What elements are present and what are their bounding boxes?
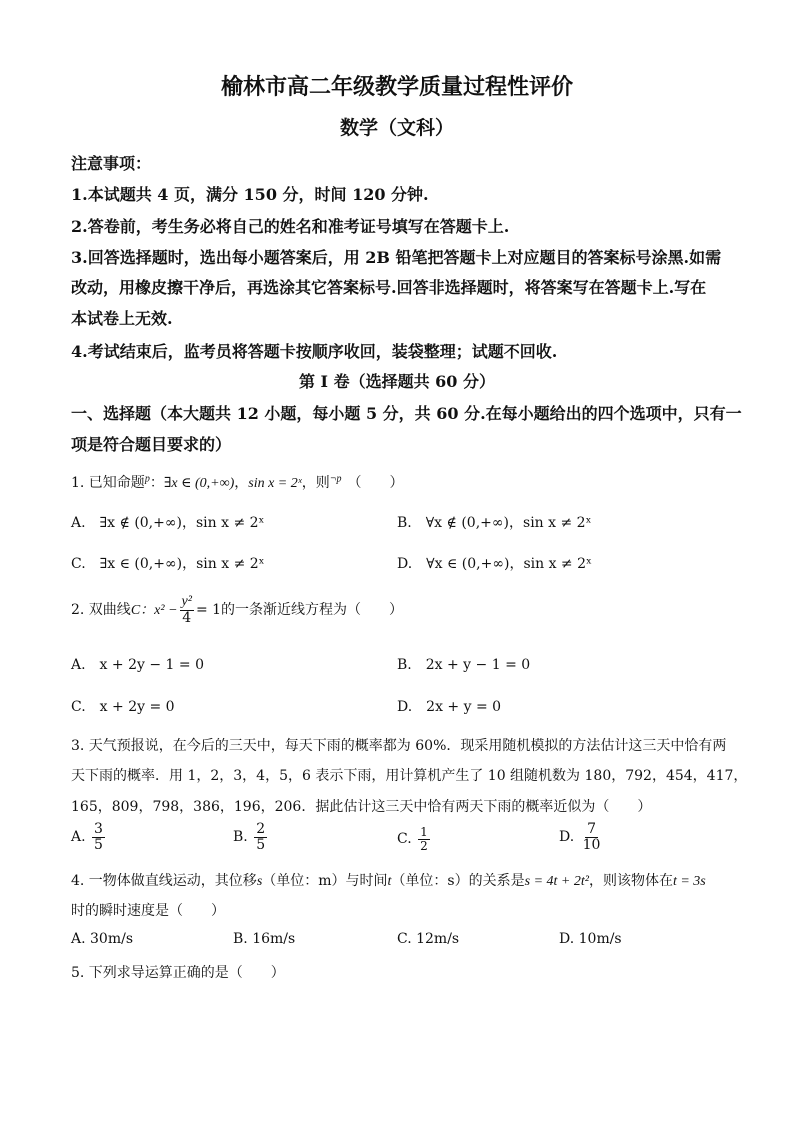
q1-comma: ，: [234, 475, 249, 491]
note-3-line-3: 本试卷上无效.: [71, 309, 173, 328]
q2-option-a: A. x + 2y − 1 = 0: [71, 657, 204, 673]
q3-option-c-fraction: [418, 826, 430, 852]
q2-c: C: [130, 603, 141, 619]
q2-eq-b: = 1: [195, 602, 222, 619]
q4-relation: s = 4t + 2t²: [524, 874, 589, 889]
q1-option-c: C. ∃x ∈ (0,+∞)，sin x ≠ 2ˣ: [71, 556, 265, 572]
part1-heading: 第 I 卷（选择题共 60 分）: [298, 372, 496, 391]
q4-text-c: （单位：s）的关系是: [391, 873, 525, 889]
q3-option-b-label: B.: [233, 829, 248, 846]
q4-text-a: 4. 一物体做直线运动，其位移: [71, 873, 257, 889]
q3-option-b-fraction: [254, 822, 267, 852]
section-instructions-line-2: 项是符合题目要求的）: [71, 435, 232, 454]
q3-option-b: [233, 822, 269, 852]
q3-option-a-fraction: [92, 822, 105, 852]
q2-denominator: 4: [182, 609, 192, 626]
note-1: 1.本试题共 4 页，满分 150 分，时间 120 分钟.: [71, 185, 429, 204]
page-subtitle: 数学（文科）: [339, 117, 454, 139]
q3-b-den: 5: [256, 836, 266, 853]
q4-line-2: 时的瞬时速度是（ ）: [71, 903, 225, 919]
section-instructions-line-1: 一、选择题（本大题共 12 小题，每小题 5 分，共 60 分.在每小题给出的四个选项中，只有一: [71, 404, 742, 423]
note-4: 4.考试结束后，监考员将答题卡按顺序收回，装袋整理；试题不回收.: [71, 342, 558, 361]
q4-option-b: B. 16m/s: [233, 931, 296, 947]
q1-p: p: [144, 473, 150, 485]
q2-stem-tail: 的一条渐近线方程为（ ）: [221, 602, 404, 619]
q3-line-3: 165，809，798，386，196，206．据此估计这三天中恰有两天下雨的概率近似为（ ）: [71, 799, 652, 815]
q2-stem-text: 2. 双曲线: [71, 602, 131, 619]
q1-option-b: B. ∀x ∉ (0,+∞)，sin x ≠ 2ˣ: [397, 515, 592, 531]
q4-text-b: （单位：m）与时间: [262, 873, 388, 889]
q3-c-den: 2: [420, 838, 428, 853]
q1-colon: ：: [149, 475, 164, 491]
q3-option-c-label: C.: [397, 831, 412, 848]
q1-option-a: A. ∃x ∉ (0,+∞)，sin x ≠ 2ˣ: [71, 515, 265, 531]
q3-d-num: 7: [587, 821, 597, 837]
q2-stem: [71, 595, 403, 625]
q2-numerator: y²: [181, 594, 192, 609]
q4-text-d: ，则该物体在: [588, 873, 673, 889]
q2-option-b: B. 2x + y − 1 = 0: [397, 657, 531, 673]
q1-negation: ¬p: [329, 473, 342, 485]
q3-line-2: 天下雨的概率．用 1，2，3，4，5，6 表示下雨，用计算机产生了 10 组随机数为 180，792，454，417，: [71, 768, 748, 784]
q3-line-1: 3. 天气预报说，在今后的三天中，每天下雨的概率都为 60%．现采用随机模拟的方法估计这三天中恰有两: [71, 738, 727, 754]
notes-heading: 注意事项：: [71, 154, 152, 173]
q1-stem-text: 1. 已知命题: [71, 475, 145, 491]
q3-option-d-fraction: [581, 822, 603, 852]
q3-a-num: 3: [94, 821, 103, 837]
q3-d-den: 10: [582, 836, 601, 853]
q3-option-c: [397, 826, 432, 852]
q1-option-d: D. ∀x ∈ (0,+∞)，sin x ≠ 2ˣ: [397, 556, 592, 572]
q3-option-a: [71, 822, 107, 852]
q4-t: t: [387, 874, 392, 889]
note-3-line-1: 3.回答选择题时，选出每小题答案后，用 2B 铅笔把答题卡上对应题目的答案标号涂黑.如需: [71, 248, 722, 267]
q3-option-d-label: D.: [559, 829, 575, 846]
q2-option-d: D. 2x + y = 0: [397, 699, 502, 715]
q1-stem: [71, 472, 403, 492]
q1-condition: ∃x ∈ (0,+∞): [163, 476, 235, 491]
q3-b-num: 2: [256, 821, 266, 837]
q2-fraction: [180, 595, 194, 625]
q5-stem: 5. 下列求导运算正确的是（ ）: [71, 965, 285, 981]
q3-a-den: 5: [94, 836, 103, 853]
q3-option-d: [559, 822, 604, 852]
q1-blank: （ ）: [347, 475, 404, 491]
q3-option-a-label: A.: [71, 829, 86, 846]
q4-line-1: [71, 870, 706, 890]
q1-mid: ，则: [301, 475, 330, 491]
q4-option-d: D. 10m/s: [559, 931, 622, 947]
q3-c-num: 1: [420, 825, 428, 839]
q2-option-c: C. x + 2y = 0: [71, 699, 175, 715]
q4-option-a: A. 30m/s: [71, 931, 134, 947]
q4-time-value: t = 3s: [672, 874, 706, 889]
page-title: 榆林市高二年级教学质量过程性评价: [220, 74, 573, 100]
note-2: 2.答卷前，考生务必将自己的姓名和准考证号填写在答题卡上.: [71, 217, 510, 236]
q1-expression: sin x = 2ˣ: [248, 476, 302, 491]
q4-s: s: [256, 874, 263, 889]
q2-eq-a: ：x² −: [140, 603, 178, 619]
note-3-line-2: 改动，用橡皮擦干净后，再选涂其它答案标号.回答非选择题时，将答案写在答题卡上.写在: [71, 278, 707, 297]
q4-option-c: C. 12m/s: [397, 931, 460, 947]
